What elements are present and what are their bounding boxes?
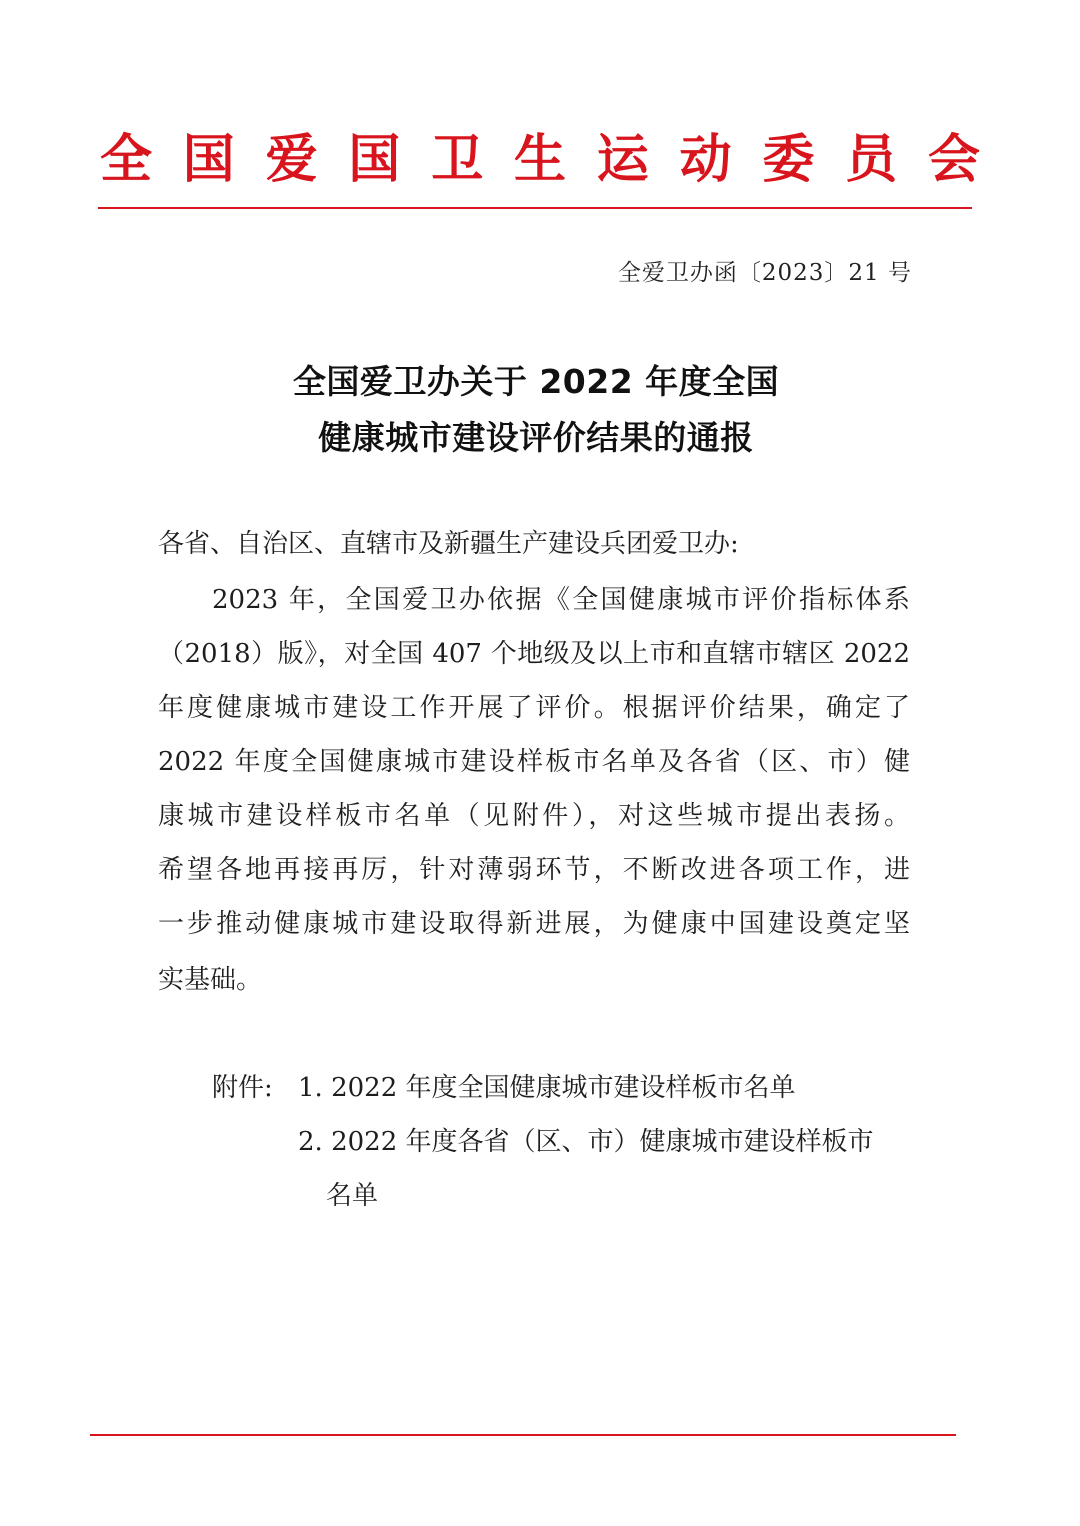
paragraph-line: 实基础。 [158, 965, 263, 995]
letterhead-char: 国 [182, 129, 235, 190]
footer-red-rule [90, 1434, 956, 1436]
salutation: 各省、自治区、直辖市及新疆生产建设兵团爱卫办: [158, 529, 739, 559]
document-title-line-1: 全国爱卫办关于 2022 年度全国 [292, 362, 780, 401]
paragraph-line: 一步推动健康城市建设取得新进展，为健康中国建设奠定坚 [158, 909, 910, 939]
letterhead-char: 运 [596, 129, 649, 190]
paragraph-line: 2022 年度全国健康城市建设样板市名单及各省（区、市）健 [158, 747, 910, 777]
attachment-item-2-continued: 名单 [326, 1181, 379, 1211]
letterhead-char: 国 [348, 129, 401, 190]
letterhead-issuer [100, 128, 980, 192]
letterhead-char: 委 [762, 129, 815, 190]
paragraph-line: 2023 年，全国爱卫办依据《全国健康城市评价指标体系 [212, 585, 910, 615]
paragraph-line: （2018）版》，对全国 407 个地级及以上市和直辖市辖区 2022 [158, 639, 910, 669]
letterhead-char: 会 [927, 129, 980, 190]
document-number: 全爱卫办函〔2023〕21 号 [617, 260, 912, 286]
letterhead-char: 生 [513, 129, 566, 190]
attachments-label: 附件: [212, 1073, 273, 1103]
letterhead-char: 动 [679, 129, 732, 190]
letterhead-char: 员 [845, 129, 898, 190]
letterhead-char: 卫 [431, 129, 484, 190]
letterhead-char: 全 [100, 129, 153, 190]
letterhead-red-rule [98, 207, 972, 209]
document-title-line-2: 健康城市建设评价结果的通报 [318, 418, 754, 457]
paragraph-line: 年度健康城市建设工作开展了评价。根据评价结果，确定了 [158, 693, 910, 723]
attachment-item-1: 1. 2022 年度全国健康城市建设样板市名单 [298, 1073, 796, 1103]
paragraph-line: 康城市建设样板市名单（见附件），对这些城市提出表扬。 [158, 801, 910, 831]
letterhead-char: 爱 [265, 129, 318, 190]
paragraph-line: 希望各地再接再厉，针对薄弱环节，不断改进各项工作，进 [158, 855, 910, 885]
attachment-item-2: 2. 2022 年度各省（区、市）健康城市建设样板市 [298, 1127, 874, 1157]
